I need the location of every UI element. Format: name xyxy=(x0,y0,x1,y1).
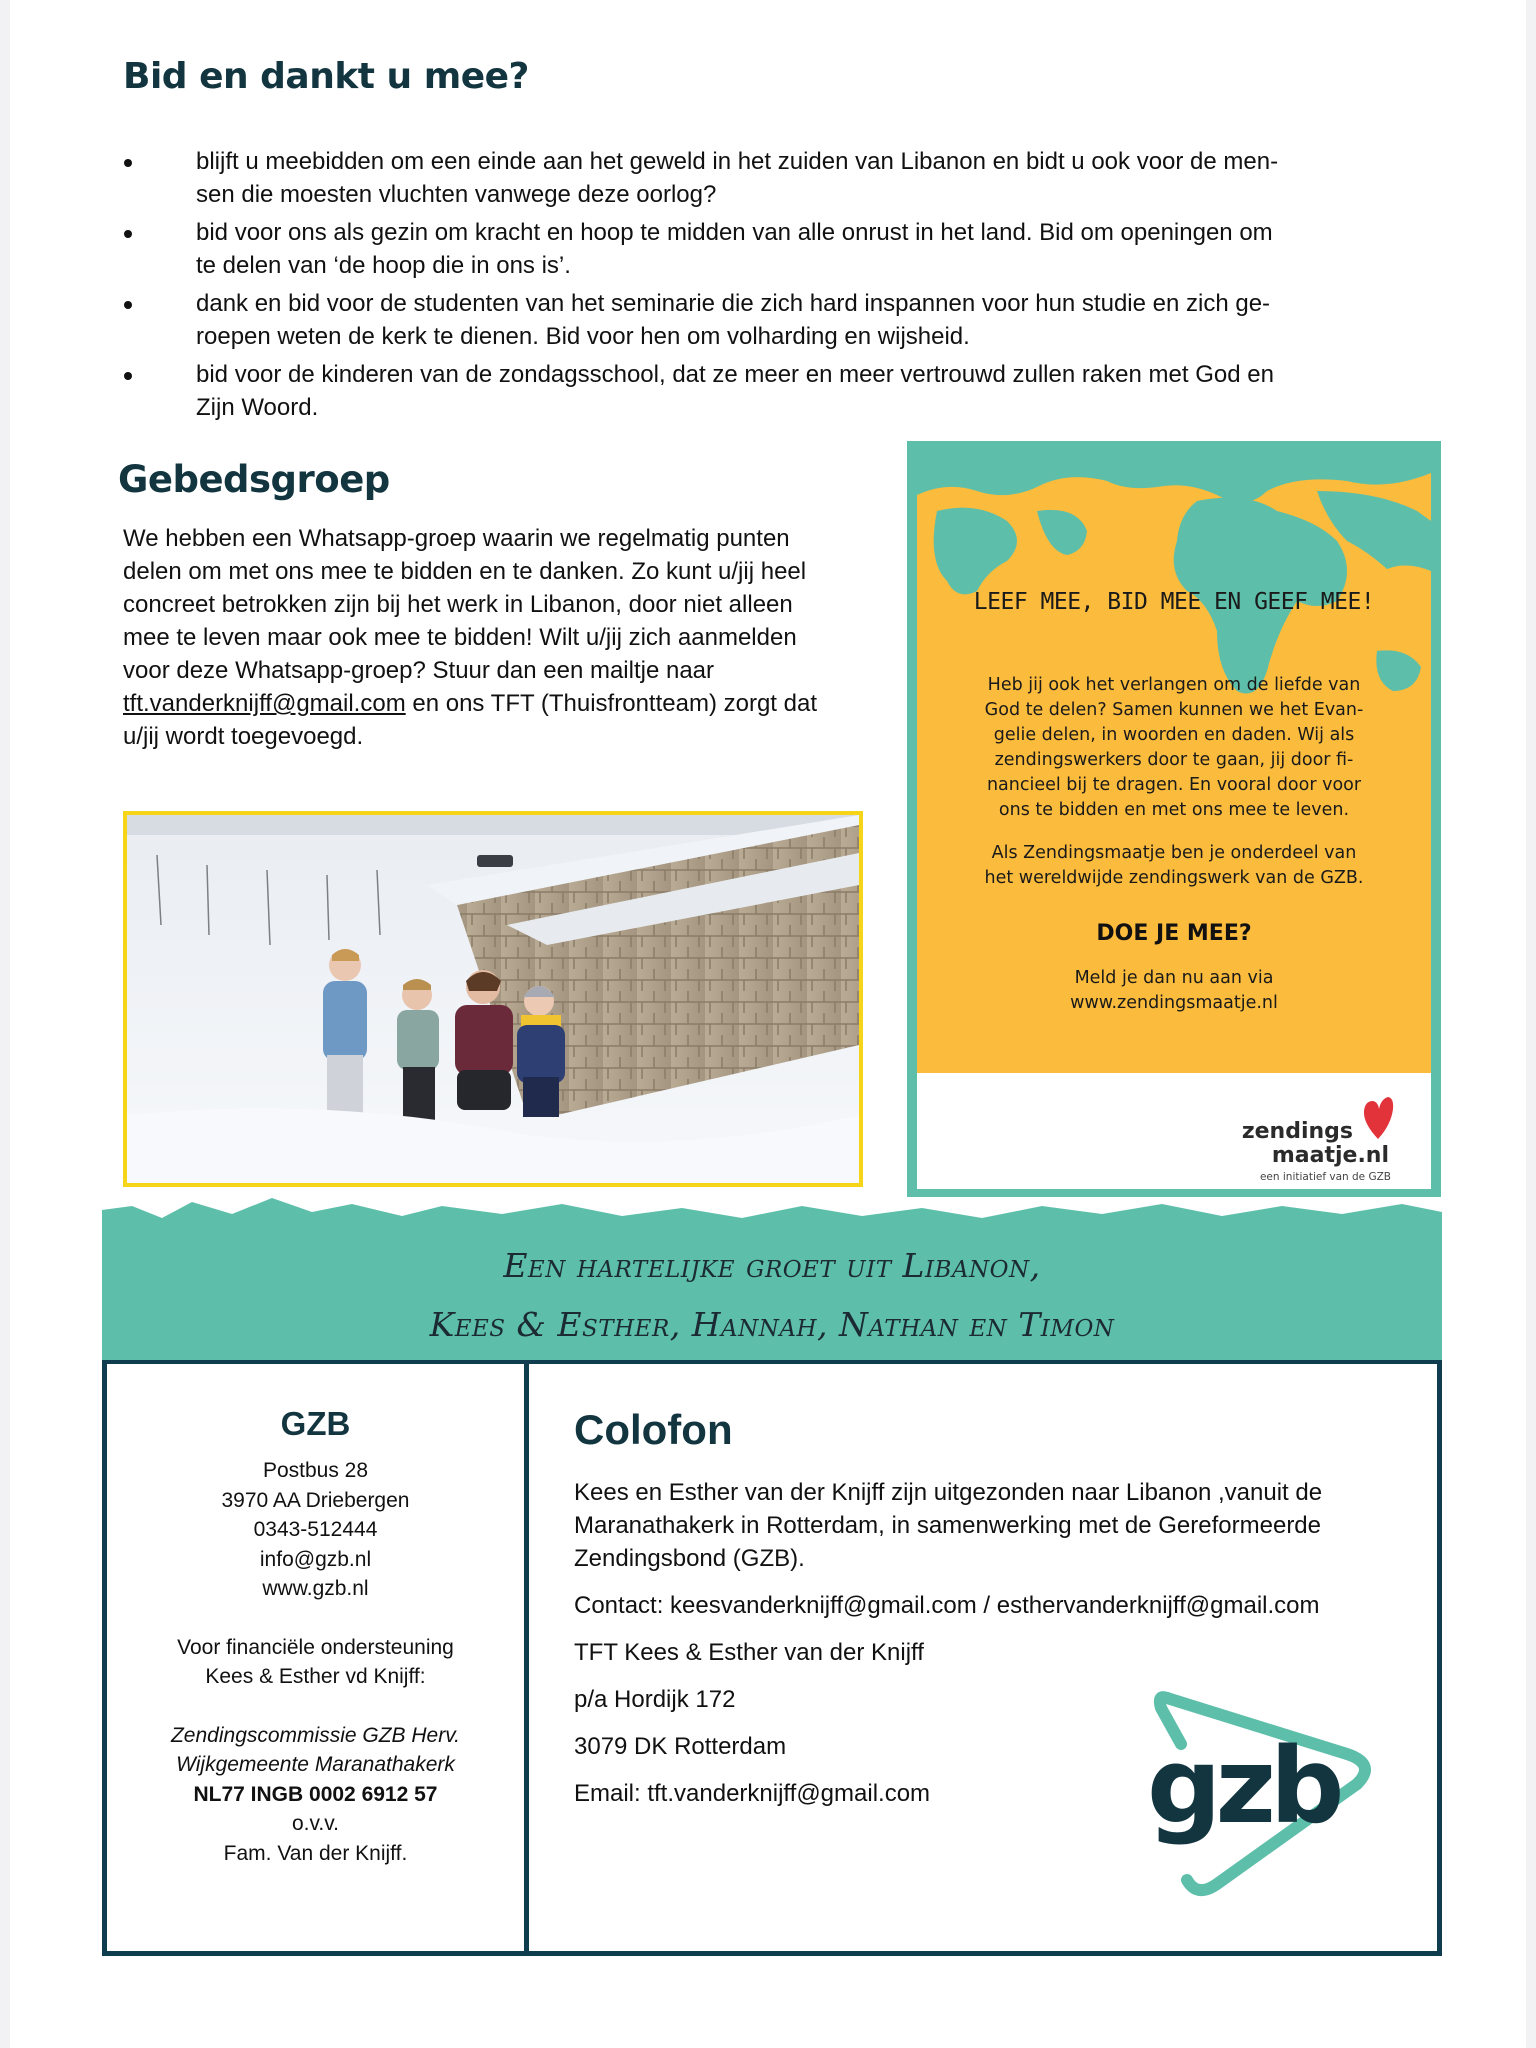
support-line: Kees & Esther vd Knijff: xyxy=(205,1665,426,1688)
bullet-icon xyxy=(124,230,132,238)
ovv-line: o.v.v. xyxy=(291,1812,340,1835)
iban-number: NL77 INGB 0002 6912 57 xyxy=(193,1782,438,1806)
colofon-email: Email: tft.vanderknijff@gmail.com xyxy=(574,1780,931,1807)
bullet-icon xyxy=(124,159,132,167)
card-title: LEEF MEE, BID MEE EN GEEF MEE! xyxy=(973,589,1375,615)
colofon-tft: TFT Kees & Esther van der Knijff xyxy=(574,1639,924,1666)
family-photo xyxy=(123,811,863,1187)
colofon-intro: Kees en Esther van der Knijff zijn uitgezonden naar Libanon ,vanuit de Maranathakerk in Rotterdam, in samenwerking met de Gereformeerde Zendingsbond (GZB). xyxy=(574,1479,1323,1572)
card-body: Heb jij ook het verlangen om de liefde van God te delen? Samen kunnen we het Evan- gelie delen, in woorden en daden. Wij als zendingswerkers door te gaan, jij door fi- nancieel bij te dragen. En vooral door voor ons te bidden en met ons mee te leven. xyxy=(984,675,1364,820)
ovv-line: Fam. Van der Knijff. xyxy=(223,1841,408,1865)
greeting-line-1: Een hartelijke groet uit Libanon, xyxy=(503,1246,1041,1285)
colofon-city: 3079 DK Rotterdam xyxy=(574,1733,787,1760)
gzb-phone: 0343-512444 xyxy=(253,1518,378,1541)
bullet-icon xyxy=(124,301,132,309)
list-item: dank en bid voor de studenten van het seminarie die zich hard inspannen voor hun studie en zich ge- roepen weten de kerk te dienen. Bid voor hen om volharding en wijsheid. xyxy=(120,287,1350,353)
heart-icon xyxy=(1361,1095,1395,1141)
card-signup-link[interactable]: Meld je dan nu aan via www.zendingsmaatje.nl xyxy=(1070,968,1278,1013)
gebedsgroep-text: We hebben een Whatsapp-groep waarin we regelmatig punten delen om met ons mee te bidden en te danken. Zo kunt u/jij heel concreet betrokken zijn bij het werk in Libanon, door niet alleen mee te leven maar ook mee te bidden! Wilt u/jij zich aanmelden voor deze Whatsapp-groep? Stuur dan een mailtje naar tft.vanderknijff@gmail.com en ons TFT (Thuisfrontteam) zorgt dat u/jij wordt toegevoegd. xyxy=(123,525,817,750)
support-line: Voor financiële ondersteuning xyxy=(177,1635,454,1659)
bullet-icon xyxy=(124,372,132,380)
gzb-address-line: Postbus 28 xyxy=(262,1459,369,1482)
info-box xyxy=(102,1360,1442,1956)
card-logo-area xyxy=(917,1073,1431,1189)
logo-line-1: zendings xyxy=(1241,1119,1353,1144)
zendingsmaatje-card-inner xyxy=(917,451,1431,1189)
list-item: bid voor de kinderen van de zondagsschool, dat ze meer en meer vertrouwd zullen raken met God en Zijn Woord. xyxy=(120,358,1350,424)
card-body-2: Als Zendingsmaatje ben je onderdeel van het wereldwijde zendingswerk van de GZB. xyxy=(984,843,1364,888)
logo-line-2: maatje.nl xyxy=(1271,1143,1389,1168)
gebedsgroep-heading: Gebedsgroep xyxy=(118,458,390,501)
page xyxy=(10,0,1526,2048)
card-cta: DOE JE MEE? xyxy=(1096,921,1252,946)
list-item: blijft u meebidden om een einde aan het geweld in het zuiden van Libanon en bidt u ook voor de men- sen die moesten vluchten vanwege deze oorlog? xyxy=(120,145,1350,211)
list-item: bid voor ons als gezin om kracht en hoop te midden van alle onrust in het land. Bid om openingen om te delen van ‘de hoop die in ons is’. xyxy=(120,216,1350,282)
gzb-title: GZB xyxy=(280,1405,351,1442)
colofon-street: p/a Hordijk 172 xyxy=(574,1686,736,1713)
zendingsmaatje-card xyxy=(907,441,1441,1197)
prayer-list xyxy=(120,145,1350,429)
email-link[interactable]: tft.vanderknijff@gmail.com xyxy=(123,690,406,717)
gzb-logo-icon xyxy=(1147,1684,1387,1904)
logo-tagline: een initiatief van de GZB xyxy=(1259,1171,1391,1183)
prayer-heading: Bid en dankt u mee? xyxy=(123,56,529,97)
gzb-website[interactable]: www.gzb.nl xyxy=(262,1577,369,1600)
gzb-column xyxy=(107,1364,524,1868)
gzb-logo-text: gzb xyxy=(1147,1725,1339,1847)
gzb-email[interactable]: info@gzb.nl xyxy=(259,1547,372,1571)
account-name-line: Wijkgemeente Maranathakerk xyxy=(176,1753,455,1776)
greeting-line-2: Kees & Esther, Hannah, Nathan en Timon xyxy=(429,1305,1115,1344)
colofon-contact: Contact: keesvanderknijff@gmail.com / esthervanderknijff@gmail.com xyxy=(574,1592,1320,1619)
colofon-title: Colofon xyxy=(574,1406,733,1453)
gzb-address-line: 3970 AA Driebergen xyxy=(221,1488,410,1512)
account-name-line: Zendingscommissie GZB Herv. xyxy=(170,1723,461,1747)
greeting-banner xyxy=(102,1196,1442,1360)
column-divider xyxy=(524,1364,529,1952)
snow-scene-image xyxy=(127,815,859,1183)
car-icon xyxy=(477,855,513,867)
